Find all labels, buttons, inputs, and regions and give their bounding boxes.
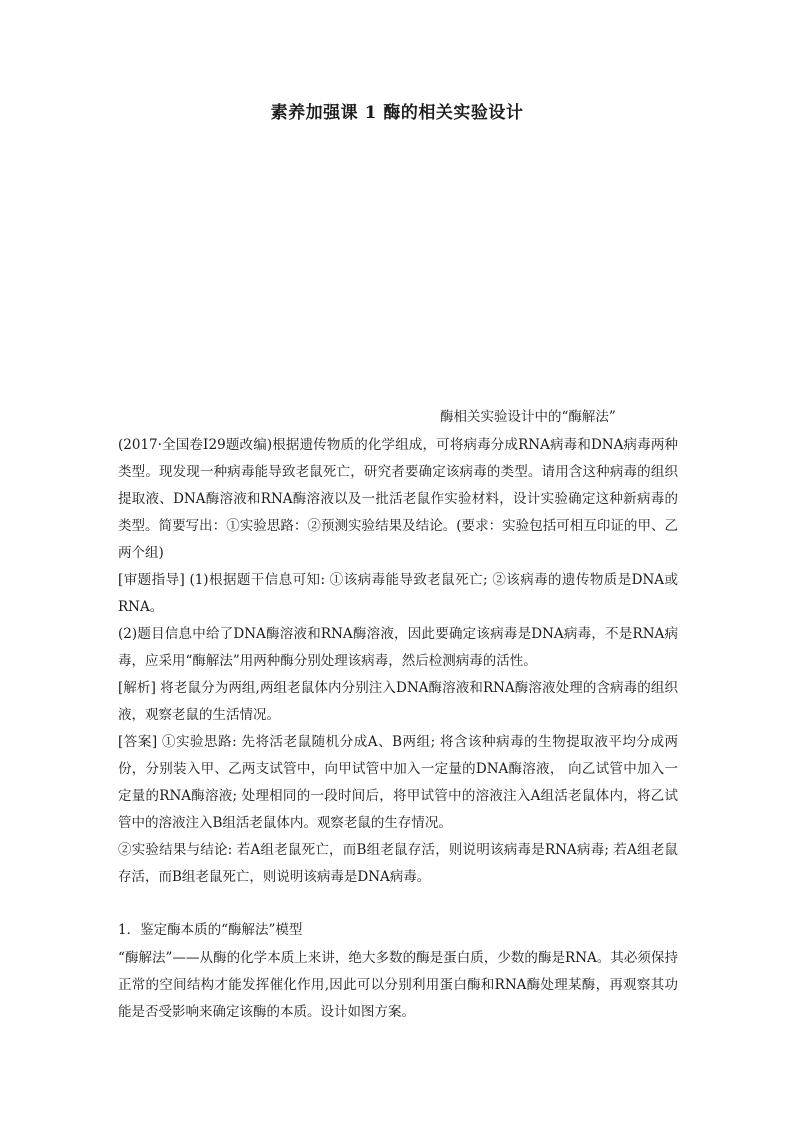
question-paragraph: (2017·全国卷Ⅰ29题改编)根据遗传物质的化学组成，可将病毒分成RNA病毒和DNA病毒两种类型。现发现一种病毒能导致老鼠死亡，研究者要确定该病毒的类型。请用含这种病毒的组织提取液、DNA酶溶液和RNA酶溶液以及一批活老鼠作实验材料，设计实验确定这种新病毒的类型。简要写出：①实验思路：②预测实验结果及结论。(要求：实验包括可相互印证的甲、乙两个组)	[118, 437, 678, 561]
guide-tag: [审题指导]	[118, 572, 185, 588]
answer-tag: [答案]	[118, 734, 158, 750]
question-block	[118, 432, 678, 891]
section-heading: 1．鉴定酶本质的“酶解法”模型	[118, 922, 303, 938]
guide-paragraph-2: (2)题目信息中给了DNA酶溶液和RNA酶溶液，因此要确定该病毒是DNA病毒，不是RNA病毒，应采用“酶解法”用两种酶分别处理该病毒，然后检测病毒的活性。	[118, 626, 678, 669]
answer-paragraph	[118, 729, 678, 837]
section-body: “酶解法”——从酶的化学本质上来讲，绝大多数的酶是蛋白质，少数的酶是RNA。其必须保持正常的空间结构才能发挥催化作用,因此可以分别利用蛋白酶和RNA酶处理某酶，再观察其功能是否受影响来确定该酶的本质。设计如图方案。	[118, 950, 678, 1020]
answer-text: ①实验思路: 先将活老鼠随机分成A、B两组; 将含该种病毒的生物提取液平均分成两份，分别装入甲、乙两支试管中，向甲试管中加入一定量的DNA酶溶液， 向乙试管中加入一定量的RNA酶溶液; 处理相同的一段时间后，将甲试管中的溶液注入A组活老鼠体内，将乙试管中的溶液注入B组活老鼠体内。观察老鼠的生存情况。	[118, 734, 678, 831]
guide-paragraph	[118, 567, 678, 621]
guide-text: (1)根据题干信息可知: ①该病毒能导致老鼠死亡; ②该病毒的遗传物质是DNA或RNA。	[118, 572, 678, 615]
analysis-paragraph	[118, 675, 678, 729]
analysis-tag: [解析]	[118, 680, 156, 696]
page-title: 素养加强课 1 酶的相关实验设计	[270, 103, 524, 123]
answer-paragraph-2: ②实验结果与结论: 若A组老鼠死亡，而B组老鼠存活，则说明该病毒是RNA病毒; 若A组老鼠存活，而B组老鼠死亡，则说明该病毒是DNA病毒。	[118, 842, 678, 885]
section-subtitle: 酶相关实验设计中的“酶解法”	[440, 409, 616, 425]
analysis-text: 将老鼠分为两组,两组老鼠体内分别注入DNA酶溶液和RNA酶溶液处理的含病毒的组织液，观察老鼠的生活情况。	[118, 680, 678, 723]
